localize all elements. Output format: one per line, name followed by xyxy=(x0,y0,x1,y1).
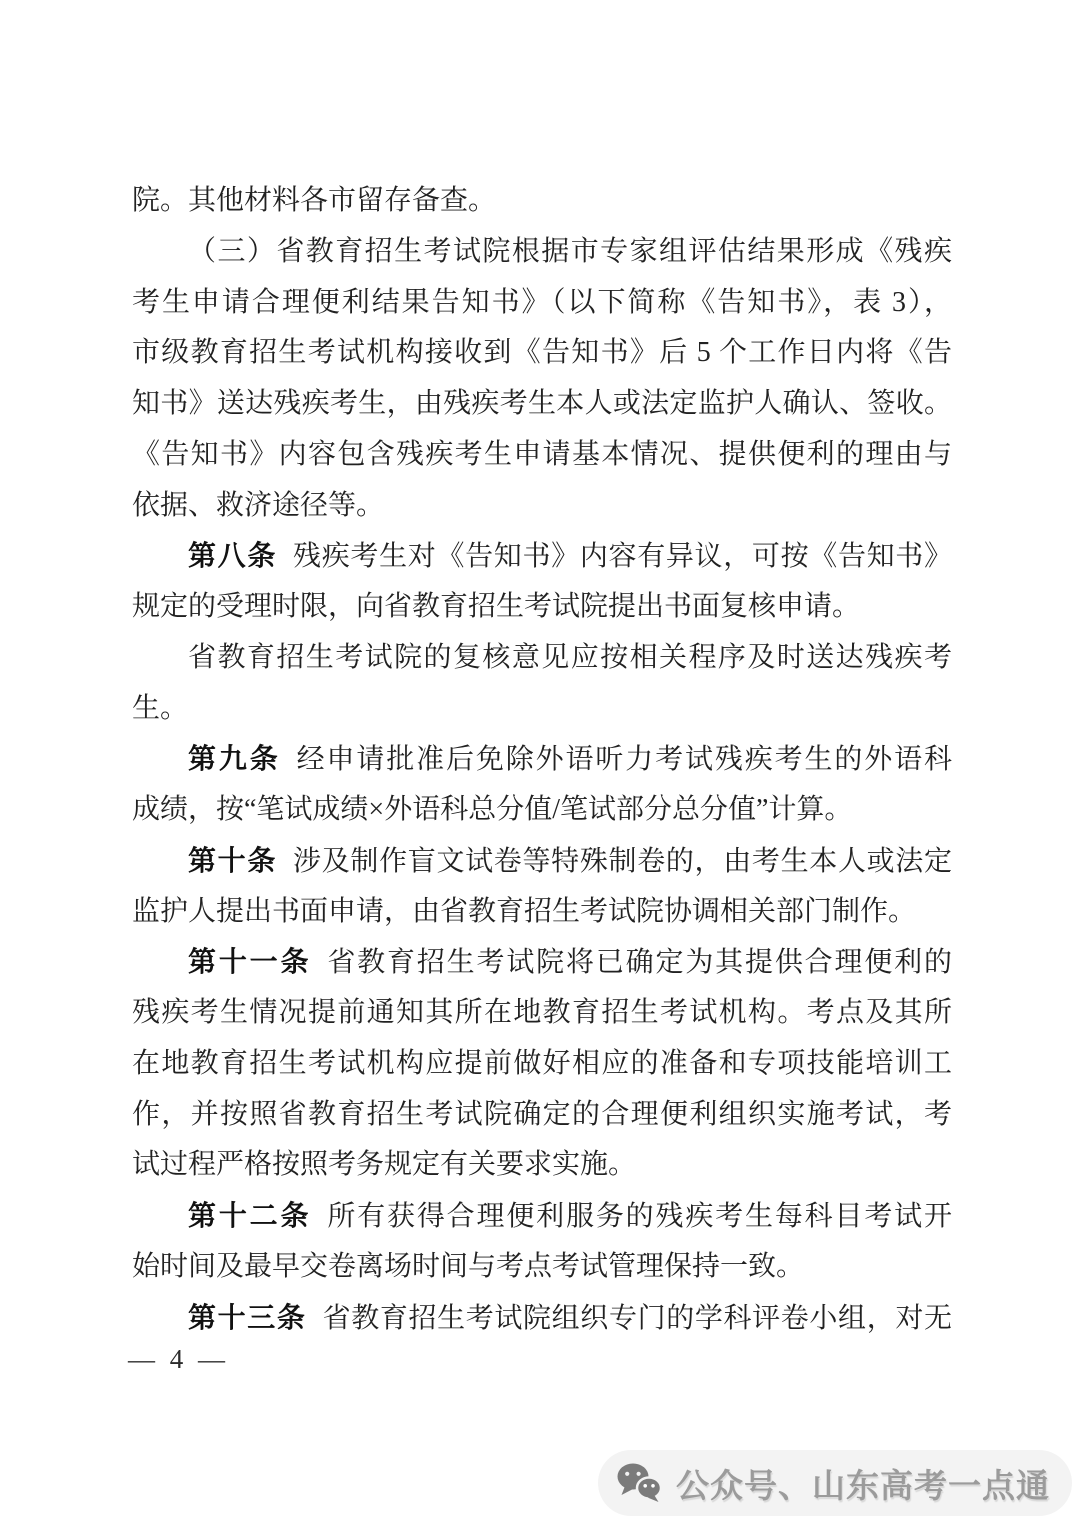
line-text: 省教育招生考试院的复核意见应按相关程序及时送达残疾考 xyxy=(188,641,952,673)
doc-line xyxy=(132,1140,952,1191)
watermark-text: 公众号、山东高考一点通 xyxy=(676,1466,1050,1504)
line-text: 成绩，按“笔试成绩×外语科总分值/笔试部分总分值”计算。 xyxy=(132,794,853,825)
doc-line xyxy=(132,1039,952,1090)
doc-line xyxy=(132,582,952,633)
doc-line xyxy=(132,887,952,938)
line-text: 考生申请合理便利结果告知书》（以下简称《告知书》，表 3）， xyxy=(132,286,952,318)
line-text: （三）省教育招生考试院根据市专家组评估结果形成《残疾 xyxy=(188,235,952,267)
doc-line xyxy=(132,633,952,684)
line-text: 残疾考生情况提前通知其所在地教育招生考试机构。考点及其所 xyxy=(132,997,952,1028)
document-body xyxy=(132,176,952,1343)
doc-line xyxy=(132,734,952,785)
article-number: 第十条 xyxy=(188,844,278,876)
doc-line xyxy=(132,430,952,481)
doc-line xyxy=(132,531,952,582)
line-text: 生。 xyxy=(132,692,189,724)
page-number: — 4 — xyxy=(128,1344,229,1374)
line-text: 试过程严格按照考务规定有关要求实施。 xyxy=(132,1149,637,1181)
line-text: 残疾考生对《告知书》内容有异议，可按《告知书》 xyxy=(293,541,952,573)
doc-line xyxy=(132,684,952,735)
article-number: 第八条 xyxy=(188,540,278,572)
doc-line xyxy=(132,1090,952,1141)
doc-line xyxy=(132,227,952,278)
line-text: 知书》送达残疾考生，由残疾考生本人或法定监护人确认、签收。 xyxy=(132,388,952,419)
doc-line xyxy=(132,176,952,227)
line-text: 省教育招生考试院组织专门的学科评卷小组，对无 xyxy=(322,1302,952,1334)
line-text: 所有获得合理便利服务的残疾考生每科目考试开 xyxy=(327,1201,952,1232)
article-number: 第十三条 xyxy=(188,1301,307,1333)
article-number: 第九条 xyxy=(188,743,281,775)
doc-line xyxy=(132,1191,952,1242)
doc-line xyxy=(132,988,952,1039)
line-text: 省教育招生考试院将已确定为其提供合理便利的 xyxy=(327,947,952,979)
line-text: 院。其他材料各市留存备查。 xyxy=(132,185,497,216)
line-text: 涉及制作盲文试卷等特殊制卷的，由考生本人或法定 xyxy=(293,845,952,877)
line-text: 作，并按照省教育招生考试院确定的合理便利组织实施考试，考 xyxy=(132,1098,952,1130)
doc-line xyxy=(132,836,952,887)
line-text: 依据、救济途径等。 xyxy=(132,489,385,521)
doc-line xyxy=(132,937,952,988)
watermark xyxy=(598,1450,1072,1516)
doc-line xyxy=(132,379,952,430)
doc-line xyxy=(132,328,952,379)
doc-line xyxy=(132,278,952,329)
line-text: 始时间及最早交卷离场时间与考点考试管理保持一致。 xyxy=(132,1250,805,1282)
wechat-icon xyxy=(616,1463,662,1503)
doc-line xyxy=(132,1242,952,1293)
line-text: 经申请批准后免除外语听力考试残疾考生的外语科 xyxy=(296,744,952,776)
doc-line xyxy=(132,1293,952,1344)
line-text: 《告知书》内容包含残疾考生申请基本情况、提供便利的理由与 xyxy=(132,438,952,470)
doc-line xyxy=(132,481,952,532)
line-text: 规定的受理时限，向省教育招生考试院提出书面复核申请。 xyxy=(132,591,861,622)
line-text: 在地教育招生考试机构应提前做好相应的准备和专项技能培训工 xyxy=(132,1047,952,1079)
doc-line xyxy=(132,785,952,836)
line-text: 监护人提出书面申请，由省教育招生考试院协调相关部门制作。 xyxy=(132,895,917,927)
article-number: 第十二条 xyxy=(188,1200,312,1231)
article-number: 第十一条 xyxy=(188,946,312,978)
line-text: 市级教育招生考试机构接收到《告知书》后 5 个工作日内将《告 xyxy=(132,337,952,369)
